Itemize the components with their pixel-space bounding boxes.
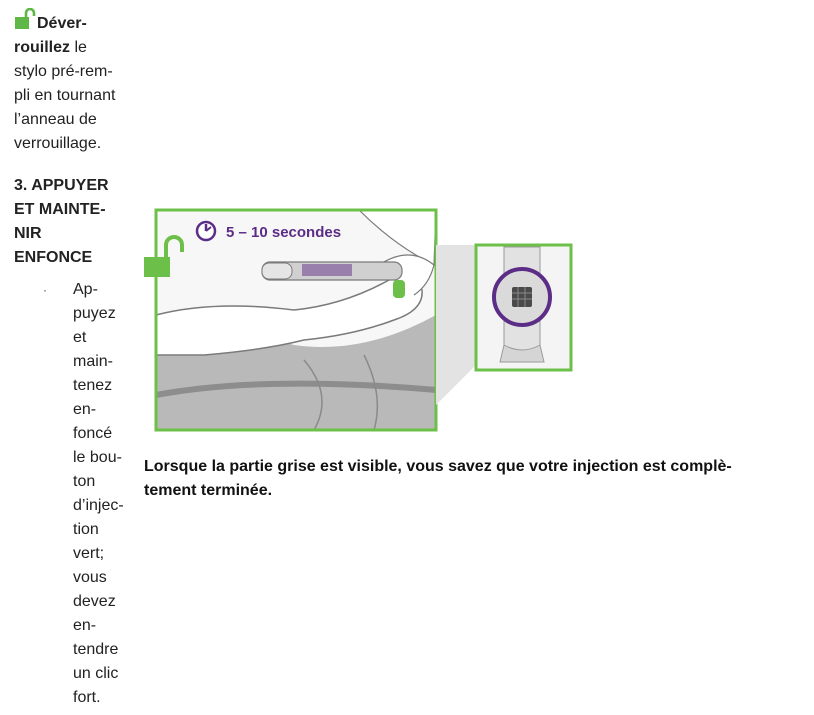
- unlock-word-2: rouillez: [14, 39, 71, 56]
- left-column: [14, 8, 136, 710]
- unlock-word-1: Déver-: [37, 15, 87, 32]
- timer-label: 5 – 10 secondes: [226, 224, 342, 241]
- stopwatch-icon: [197, 222, 215, 240]
- step-3-heading: 3. APPUYER ET MAINTE- NIR ENFONCE: [14, 177, 109, 266]
- unlock-line: l’anneau de: [14, 111, 97, 128]
- main-panel: [156, 210, 436, 430]
- unlock-line: stylo pré-rem-: [14, 63, 113, 80]
- completion-caption: Lorsque la partie grise est visible, vous savez que votre injection est complè- tement terminée.: [144, 458, 732, 499]
- unlock-paragraph: [14, 8, 136, 156]
- zoom-inset: [476, 245, 571, 370]
- unlock-line: pli en tournant: [14, 87, 116, 104]
- zoom-connector: [436, 245, 476, 405]
- bullet-marker: ·: [43, 283, 47, 297]
- unlock-line: verrouillage.: [14, 135, 102, 152]
- unlocked-padlock-icon: [14, 8, 36, 30]
- injection-illustration: [144, 205, 574, 435]
- step-3-bullet: [14, 278, 136, 710]
- unlock-word-3: le: [70, 39, 87, 56]
- step-3-instruction: Ap- puyez et main- tenez en- foncé le bou- ton d’injec- tion vert; vous devez en- tendre un clic fort.: [73, 281, 124, 706]
